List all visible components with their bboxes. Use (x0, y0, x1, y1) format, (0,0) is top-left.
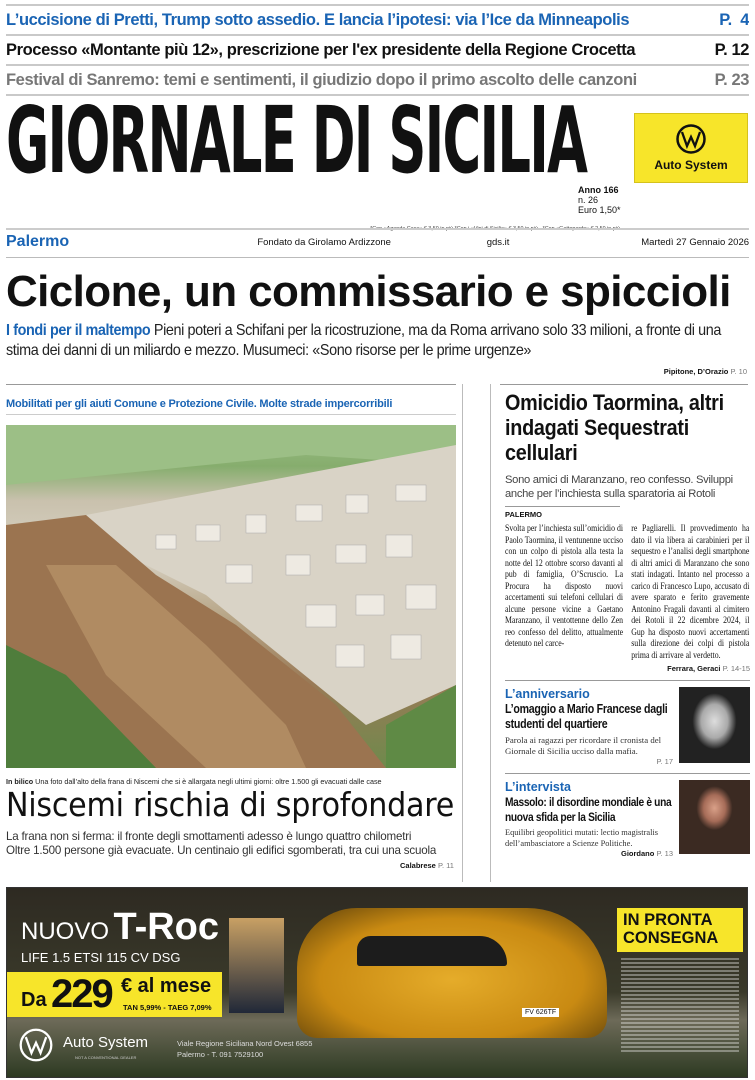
anniversario-section (505, 687, 750, 767)
lead-byline: Pipitone, D’Orazio P. 10 (663, 367, 747, 376)
photo-caption: In bilico Una foto dall’alto della frana di Niscemi che si è allargata negli ultimi giorni: oltre 1.500 gli evacuati dalle case (6, 777, 382, 786)
francese-photo[interactable] (679, 687, 750, 763)
numero: n. 26 (578, 195, 599, 205)
anno: Anno 166 (578, 185, 619, 195)
intervista-byline: Giordano P. 13 (621, 849, 673, 858)
teaser-text: L’uccisione di Pretti, Trump sotto assedio. E lancia l’ipotesi: via l’Ice da Minneapolis (6, 11, 630, 29)
ad-price-box: Da 229 € al mese TAN 5,99% - TAEG 7,09% (7, 972, 222, 1017)
intervista-text: Equilibri geopolitici mutati: lectio magistralis dell’ambasciatore a Scienze Politiche. (505, 828, 659, 848)
ad-dealer: Auto System (63, 1034, 149, 1051)
vw-logo-icon (676, 124, 706, 154)
sponsor-box[interactable] (634, 113, 748, 183)
date: Martedì 27 Gennaio 2026 (641, 236, 750, 248)
anniversario-headline[interactable]: L’omaggio a Mario Francese dagli studenti del quartiere (505, 702, 668, 731)
founder: Fondato da Girolamo Ardizzone (257, 236, 391, 248)
price: Euro 1,50* (578, 205, 621, 215)
niscemi-deck (6, 830, 456, 858)
divider (505, 680, 750, 681)
divider (505, 773, 750, 774)
ad-version: LIFE 1.5 ETSI 115 CV DSG (21, 950, 181, 965)
ad-car (297, 908, 607, 1038)
ad-model: NUOVO T-Roc (21, 906, 220, 948)
photo-caption-wrap (6, 771, 456, 786)
teaser-page: P. 4 (719, 11, 749, 29)
ad-guitarist (229, 918, 284, 1013)
teaser-2[interactable] (6, 36, 749, 66)
intervista-headline[interactable]: Massolo: il disordine mondiale è una nuova sfida per la Sicilia (505, 795, 672, 824)
supplements-wrap (180, 217, 620, 226)
intervista-kicker: L’intervista (505, 780, 571, 794)
divider (6, 384, 456, 385)
ad-delivery-badge: IN PRONTA CONSEGNA (617, 908, 743, 952)
intervista-section (505, 780, 750, 859)
ad-dealer-tag: NOT A CONVENTIONAL DEALER (75, 1055, 137, 1060)
site-link[interactable]: gds.it (486, 236, 510, 248)
photo-illustration (6, 425, 456, 768)
landslide-photo[interactable] (6, 425, 456, 768)
teaser-page: P. 23 (714, 71, 749, 89)
teaser-text: Festival di Sanremo: temi e sentimenti, il giudizio dopo il primo ascolto delle canzoni (6, 71, 637, 89)
taormina-deck: Sono amici di Maranzano, reo confesso. Sviluppi anche per l’inchiesta sulla sparatoria ai Rotoli (505, 474, 733, 500)
masthead-logo[interactable] (6, 87, 591, 194)
ad-banner[interactable] (6, 887, 748, 1078)
niscemi-kicker-wrap (6, 394, 456, 409)
column-rule (490, 384, 491, 882)
lead-headline-wrap (6, 266, 751, 318)
dateline: PALERMO (505, 510, 542, 519)
divider (505, 506, 620, 507)
divider (6, 414, 456, 415)
car-window (357, 936, 507, 966)
edition-info (578, 185, 621, 215)
lead-kicker: I fondi per il maltempo (6, 322, 151, 339)
anniversario-kicker: L’anniversario (505, 687, 590, 701)
divider (6, 257, 749, 258)
niscemi-deck-line: La frana non si ferma: il fronte degli smottamenti adesso è lungo quattro chilometri (6, 830, 412, 843)
ad-address: Viale Regione Siciliana Nord Ovest 6855 Palermo - T. 091 7529100 (177, 1039, 313, 1059)
niscemi-byline: Calabrese P. 11 (400, 861, 454, 870)
city[interactable]: Palermo (6, 233, 70, 250)
teaser-1[interactable] (6, 6, 749, 36)
anniversario-text: Parola ai ragazzi per ricordare il cronista del Giornale di Sicilia ucciso dalla mafia. (505, 735, 662, 756)
vw-logo-icon (19, 1028, 53, 1062)
anniversario-page: P. 17 (656, 757, 673, 766)
lead-deck-text: Pieni poteri a Schifani per la ricostruzione, ma da Roma arrivano solo 33 milioni, a fronte di una stima dei danni di un miliardo e mezzo. Musumeci: «Sono risorse per le prime urgenze» (6, 322, 721, 359)
ad-fineprint (621, 958, 739, 1053)
teaser-page: P. 12 (714, 41, 749, 59)
niscemi-headline-wrap (6, 784, 456, 826)
sponsor-name: Auto System (654, 158, 728, 172)
niscemi-kicker: Mobilitati per gli aiuti Comune e Protezione Civile. Molte strade impercorribili (6, 398, 393, 410)
divider (500, 384, 748, 385)
info-bar (6, 231, 749, 253)
taormina-byline: Ferrara, Geraci P. 14-15 (667, 664, 750, 673)
masthead-title: GIORNALE DI SICILIA (6, 87, 587, 194)
divider (6, 228, 749, 230)
lead-deck (6, 321, 751, 361)
taormina-body (505, 524, 750, 662)
taormina-headline[interactable]: Omicidio Taormina, altri indagati Sequestrati cellulari (505, 390, 724, 465)
right-column (505, 390, 750, 859)
niscemi-deck-line: Oltre 1.500 persone già evacuate. Un centinaio gli edifici sgomberati, tra cui una scuola (6, 844, 437, 857)
massolo-photo[interactable] (679, 780, 750, 854)
column-rule (462, 384, 463, 882)
taormina-col-1: Svolta per l’inchiesta sull’omicidio di Paolo Taormina, il ventunenne ucciso con un colpo di pistola alla testa la notte del 12 ottobre scorso davanti al pub di famiglia, O’Scruscio. La Procura ha disposto nuovi accertamenti sui telefoni cellulari di alcune persone vicine a Gaetano Maranzano, il ventottenne dello Zen reo confesso del delitto, attualmente detenuto nel carce- (505, 524, 624, 649)
car-plate: FV 626TF (522, 1008, 559, 1017)
taormina-col-2: re Pagliarelli. Il provvedimento ha dato il via libera ai carabinieri per il sequestro e l’analisi degli smartphone di altri amici di Maranzano che sono stati indagati. Intanto nel processo a carico di Francesco Lupo, accusato di avere sparato e ferito gravemente Antonino Fragali davanti al cimitero dei Rotoli il 22 dicembre 2024, il Gup ha disposto nuovi accertamenti sulla direzione dei colpi di pistola prima di arrivare al verdetto. (631, 524, 750, 661)
lead-headline[interactable]: Ciclone, un commissario e spiccioli (6, 267, 731, 316)
niscemi-headline[interactable]: Niscemi rischia di sprofondare (6, 785, 454, 824)
teaser-text: Processo «Montante più 12», prescrizione per l'ex presidente della Regione Crocetta (6, 41, 636, 59)
